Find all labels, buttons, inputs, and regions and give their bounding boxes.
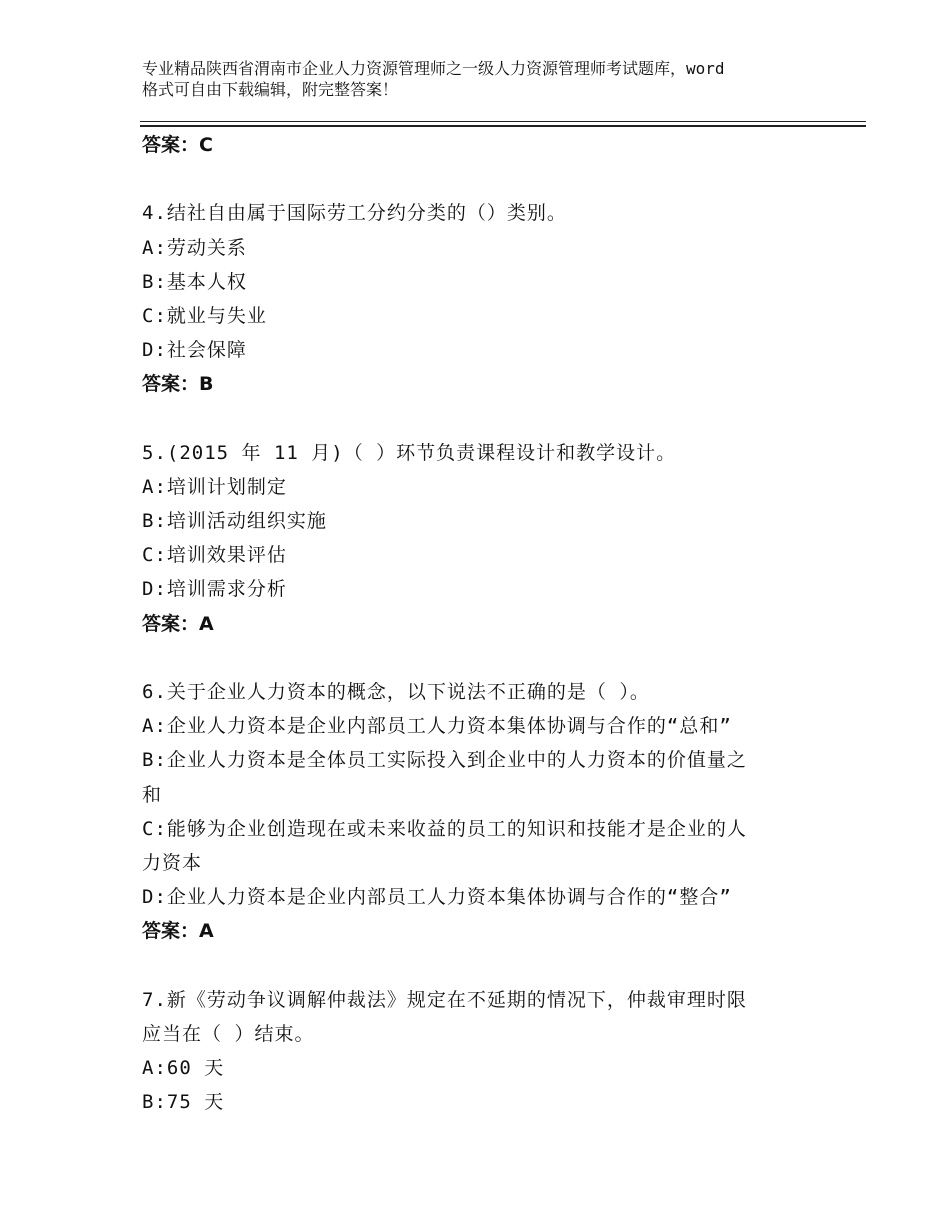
- question-stem: 4.结社自由属于国际劳工分约分类的（）类别。: [142, 202, 567, 225]
- header-line-2: 格式可自由下载编辑，附完整答案！: [142, 80, 399, 99]
- answer-line: 答案：A: [142, 920, 214, 943]
- option-d: D:企业人力资本是企业内部员工人力资本集体协调与合作的“整合”: [142, 886, 732, 909]
- option-a: A:劳动关系: [142, 236, 247, 259]
- header-rule-thick: [140, 125, 866, 127]
- option-b-continued: 和: [142, 783, 163, 806]
- question-stem: 7.新《劳动争议调解仲裁法》规定在不延期的情况下，仲裁审理时限: [142, 988, 747, 1011]
- option-c: C:就业与失业: [142, 304, 267, 327]
- spacer: [142, 641, 822, 675]
- question-list: [142, 128, 822, 1119]
- question-stem: 6.关于企业人力资本的概念，以下说法不正确的是（ ）。: [142, 681, 650, 703]
- option-b: B:基本人权: [142, 270, 247, 293]
- option-b: B:企业人力资本是全体员工实际投入到企业中的人力资本的价值量之: [142, 749, 747, 772]
- question-stem: 5.(2015 年 11 月)（ ）环节负责课程设计和教学设计。: [142, 441, 677, 464]
- question-stem-continued: 应当在（ ）结束。: [142, 1022, 315, 1045]
- answer-line: 答案：C: [142, 134, 213, 156]
- option-d: D:培训需求分析: [142, 578, 287, 601]
- option-c: C:培训效果评估: [142, 544, 287, 567]
- option-a: A:企业人力资本是企业内部员工人力资本集体协调与合作的“总和”: [142, 715, 732, 738]
- header-rule-thin: [140, 121, 866, 122]
- option-a: A:60 天: [142, 1057, 225, 1080]
- option-b: B:75 天: [142, 1091, 225, 1114]
- option-d: D:社会保障: [142, 339, 247, 362]
- option-b: B:培训活动组织实施: [142, 510, 327, 533]
- spacer: [142, 162, 822, 196]
- option-a: A:培训计划制定: [142, 475, 287, 498]
- option-c-continued: 力资本: [142, 851, 203, 874]
- answer-line: 答案：B: [142, 373, 214, 396]
- answer-line: 答案：A: [142, 612, 214, 635]
- spacer: [142, 949, 822, 983]
- header-line-1: 专业精品陕西省渭南市企业人力资源管理师之一级人力资源管理师考试题库，word: [142, 59, 725, 78]
- option-c: C:能够为企业创造现在或未来收益的员工的知识和技能才是企业的人: [142, 817, 747, 840]
- spacer: [142, 402, 822, 436]
- page-header: [142, 58, 832, 100]
